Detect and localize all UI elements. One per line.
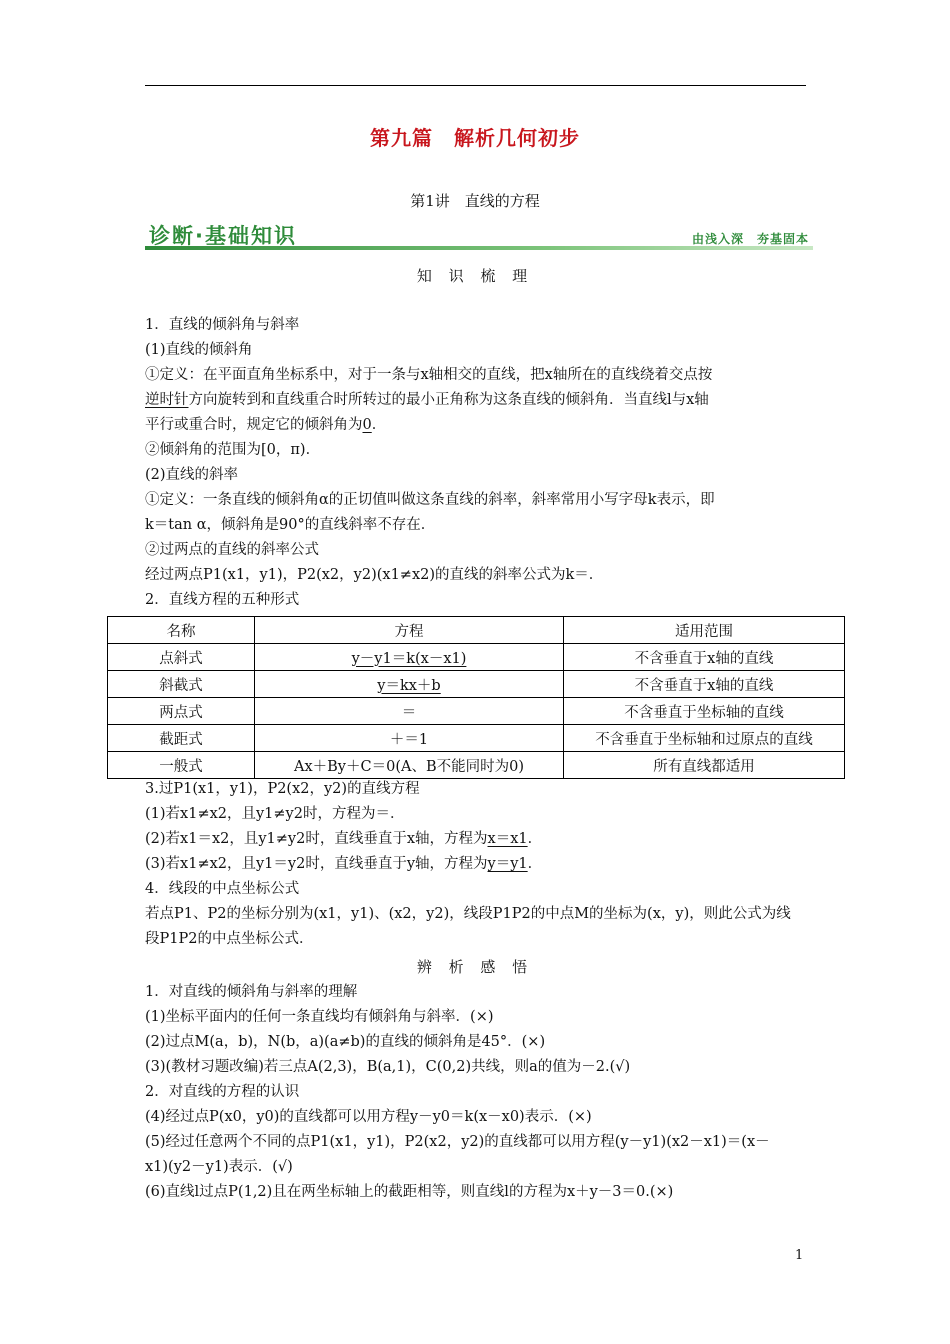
text-line: (4)经过点P(x0，y0)的直线都可以用方程y－y0＝k(x－x0)表示．(×) (145, 1109, 592, 1125)
table-cell: 不含垂直于x轴的直线 (564, 644, 845, 671)
table-cell: 两点式 (108, 698, 255, 725)
answer-underline: 0 (362, 417, 372, 433)
banner-title: 诊断·基础知识 (149, 224, 297, 248)
text-line: (5)经过任意两个不同的点P1(x1，y1)，P2(x2，y2)的直线都可以用方程(y－y1)(x2－x1)＝(x－ (145, 1134, 770, 1150)
text-line: 4．线段的中点坐标公式 (145, 881, 300, 897)
text-line: (3)若x1≠x2，且y1＝y2时，直线垂直于y轴，方程为y＝y1． (145, 856, 543, 872)
table-row (108, 698, 845, 725)
text-line: (6)直线l过点P(1,2)且在两坐标轴上的截距相等，则直线l的方程为x＋y－3＝0.(×) (145, 1184, 674, 1200)
text-line: (3)(教材习题改编)若三点A(2,3)，B(a,1)，C(0,2)共线，则a的值为－2.(√) (145, 1059, 631, 1075)
text-line: ②过两点的直线的斜率公式 (145, 542, 319, 558)
text-line: ①定义：一条直线的倾斜角α的正切值叫做这条直线的斜率，斜率常用小写字母k表示，即 (145, 492, 715, 508)
text-line: k＝tan α，倾斜角是90°的直线斜率不存在． (145, 517, 436, 533)
reflection-block (145, 980, 810, 1205)
table-cell: 不含垂直于坐标轴的直线 (564, 698, 845, 725)
table-header: 名称 (108, 617, 255, 644)
table-cell: Ax＋By＋C＝0(A、B不能同时为0) (255, 752, 564, 779)
text-line: 2．对直线的方程的认识 (145, 1084, 300, 1100)
table-cell: 不含垂直于坐标轴和过原点的直线 (564, 725, 845, 752)
table-cell (255, 671, 564, 698)
text-line: 3.过P1(x1，y1)，P2(x2，y2)的直线方程 (145, 781, 420, 797)
answer-underline: y＝y1 (487, 856, 528, 872)
text-line: 平行或重合时，规定它的倾斜角为0． (145, 417, 387, 433)
lesson-title: 第1讲 直线的方程 (410, 192, 540, 210)
text-line: (1)若x1≠x2，且y1≠y2时，方程为＝． (145, 806, 405, 822)
banner-slogan: 由浅入深 夯基固本 (691, 232, 809, 246)
table-cell (255, 644, 564, 671)
header-rule (145, 85, 806, 86)
text-line: ②倾斜角的范围为[0，π)． (145, 442, 321, 458)
section-reflection-title: 辨 析 感 悟 (416, 958, 534, 976)
text-line: 逆时针方向旋转到和直线重合时所转过的最小正角称为这条直线的倾斜角．当直线l与x轴 (145, 392, 709, 408)
table-cell: 点斜式 (108, 644, 255, 671)
table-row (108, 671, 845, 698)
text-line: 1．直线的倾斜角与斜率 (145, 317, 300, 333)
text-line: 段P1P2的中点坐标公式． (145, 931, 314, 947)
page-number: 1 (795, 1248, 804, 1263)
text-line: (2)直线的斜率 (145, 467, 239, 483)
answer-underline: y＝kx＋b (377, 677, 441, 694)
table-cell: 截距式 (108, 725, 255, 752)
answer-underline: x＝x1 (487, 831, 528, 847)
text-line: (1)直线的倾斜角 (145, 342, 253, 358)
table-header-row (108, 617, 845, 644)
text-line: (2)过点M(a，b)，N(b，a)(a≠b)的直线的倾斜角是45°．(×) (145, 1034, 546, 1050)
knowledge-block (145, 313, 810, 613)
section-knowledge-title: 知 识 梳 理 (416, 267, 534, 285)
answer-underline: 逆时针 (145, 392, 189, 408)
text-line: (2)若x1＝x2，且y1≠y2时，直线垂直于x轴，方程为x＝x1． (145, 831, 543, 847)
text-line: 经过两点P1(x1，y1)，P2(x2，y2)(x1≠x2)的直线的斜率公式为k＝． (145, 567, 604, 583)
table-cell: ＝ (255, 698, 564, 725)
table-cell: ＋＝1 (255, 725, 564, 752)
text-line: x1)(y2－y1)表示．(√) (145, 1159, 293, 1175)
text-line: (1)坐标平面内的任何一条直线均有倾斜角与斜率．(×) (145, 1009, 494, 1025)
table-header: 适用范围 (564, 617, 845, 644)
table-row (108, 644, 845, 671)
answer-underline: y－y1＝k(x－x1) (351, 650, 467, 667)
section-banner (145, 220, 813, 254)
table-cell: 一般式 (108, 752, 255, 779)
table-row (108, 752, 845, 779)
table-cell: 斜截式 (108, 671, 255, 698)
two-point-block (145, 777, 810, 952)
text-line: 2．直线方程的五种形式 (145, 592, 300, 608)
text-line: 1．对直线的倾斜角与斜率的理解 (145, 984, 358, 1000)
text-line: ①定义：在平面直角坐标系中，对于一条与x轴相交的直线，把x轴所在的直线绕着交点按 (145, 367, 713, 383)
table-cell: 不含垂直于x轴的直线 (564, 671, 845, 698)
text-line: 若点P1、P2的坐标分别为(x1，y1)、(x2，y2)，线段P1P2的中点M的坐标为(x，y)，则此公式为线 (145, 906, 791, 922)
equation-forms-table (107, 616, 845, 779)
table-row (108, 725, 845, 752)
table-cell: 所有直线都适用 (564, 752, 845, 779)
table-header: 方程 (255, 617, 564, 644)
chapter-title: 第九篇 解析几何初步 (370, 126, 580, 150)
